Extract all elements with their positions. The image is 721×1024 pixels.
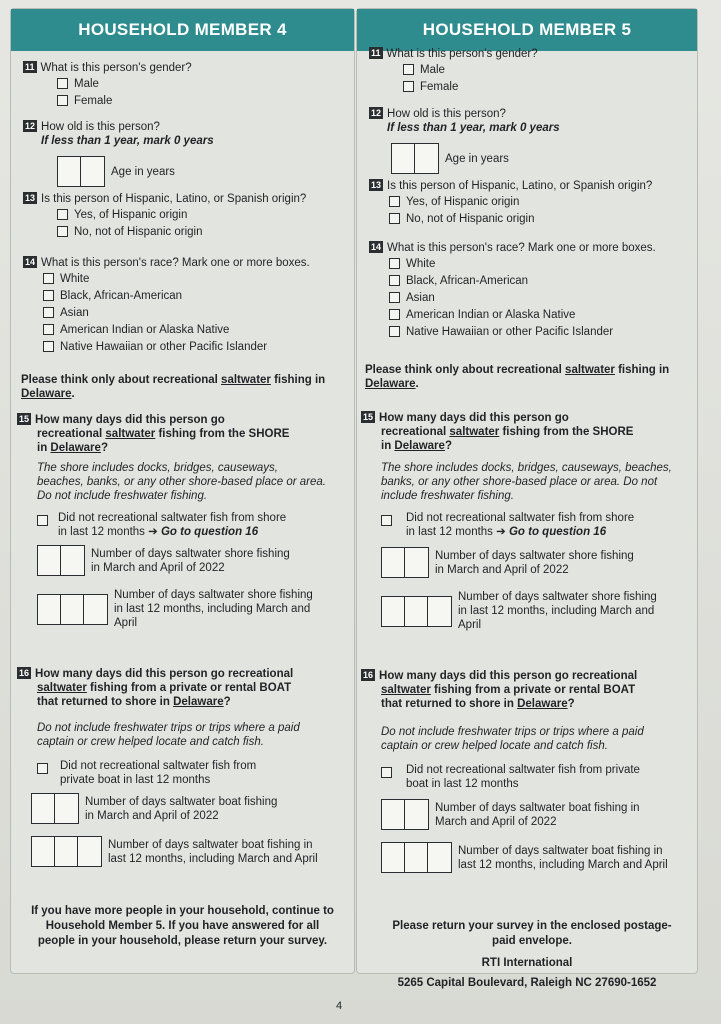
question-text: What is this person's gender? [386, 48, 538, 60]
checkbox[interactable] [57, 209, 68, 220]
option-black[interactable]: Black, African-American [389, 272, 687, 289]
continue-instruction: If you have more people in your household, continue to Household Member 5. If you have answered for all people in your household, please return your survey. [31, 905, 334, 947]
option-hispanic-no[interactable]: No, not of Hispanic origin [57, 223, 344, 240]
checkbox[interactable] [57, 226, 68, 237]
option-hispanic-yes[interactable]: Yes, of Hispanic origin [389, 193, 687, 210]
skip-instruction: Go to question 16 [160, 526, 259, 538]
question-number: 14 [25, 257, 36, 267]
option-asian[interactable]: Asian [389, 289, 687, 306]
q12-age [369, 107, 687, 174]
option-white[interactable]: White [43, 270, 344, 287]
checkbox[interactable] [37, 515, 48, 526]
option-male[interactable]: Male [57, 75, 344, 92]
option-male[interactable]: Male [403, 61, 687, 78]
question-number: 12 [371, 108, 382, 118]
boat-days-year-input[interactable] [381, 842, 452, 873]
q15-shore-fishing: 15 How many days did this person go recreational saltwater fishing from the SHORE in Delaware? The shore includes docks, bridges, causeways, beaches, banks, or any other shore-based place or area. Do not include freshwater fishing. Did not recreational saltwater fish from shore in last 12 months ➔ Go to question 16 Number of days saltwater shore fishing in March and April of 2022 Number of days saltwater shore fishing in last 12 months, including March and April [17, 413, 344, 630]
question-hint: If less than 1 year, mark 0 years [41, 135, 214, 147]
checkbox[interactable] [43, 324, 54, 335]
age-input[interactable] [57, 156, 105, 187]
question-number: 16 [19, 668, 30, 678]
option-no-shore-fishing[interactable]: Did not recreational saltwater fish from shore in last 12 months ➔ Go to question 16 [37, 511, 344, 539]
question-description: Do not include freshwater trips or trips where a paid captain or crew helped locate and catch fish. [37, 722, 300, 748]
checkbox[interactable] [403, 81, 414, 92]
option-native-hawaiian[interactable]: Native Hawaiian or other Pacific Islander [43, 338, 344, 355]
q16-boat-fishing: 16 How many days did this person go recreational saltwater fishing from a private or rental BOAT that returned to shore in Delaware? Do not include freshwater trips or trips where a paid captain or crew helped locate and catch fish. Did not recreational saltwater fish from private boat in last 12 months Number of days saltwater boat fishing in March and April of 2022 Number of days saltwater boat fishing in last 12 months, including March and April [361, 669, 687, 873]
option-female[interactable]: Female [403, 78, 687, 95]
option-native-hawaiian[interactable]: Native Hawaiian or other Pacific Islander [389, 323, 687, 340]
q13-hispanic [369, 179, 687, 227]
option-female[interactable]: Female [57, 92, 344, 109]
age-label: Age in years [445, 152, 509, 165]
option-hispanic-no[interactable]: No, not of Hispanic origin [389, 210, 687, 227]
option-american-indian[interactable]: American Indian or Alaska Native [43, 321, 344, 338]
mailing-address: 5265 Capital Boulevard, Raleigh NC 27690-1652 [397, 977, 657, 989]
question-number: 16 [363, 670, 374, 680]
question-text: Is this person of Hispanic, Latino, or Spanish origin? [387, 180, 653, 192]
q14-race [369, 241, 687, 340]
checkbox[interactable] [37, 763, 48, 774]
checkbox[interactable] [43, 341, 54, 352]
organization-name: RTI International [481, 957, 573, 969]
shore-days-spring-input[interactable] [37, 545, 85, 576]
boat-days-spring-input[interactable] [381, 799, 429, 830]
option-hispanic-yes[interactable]: Yes, of Hispanic origin [57, 206, 344, 223]
q13-hispanic [23, 192, 344, 240]
checkbox[interactable] [389, 196, 400, 207]
checkbox[interactable] [403, 64, 414, 75]
return-instruction: Please return your survey in the enclosed postage-paid envelope. [392, 920, 672, 947]
option-no-shore-fishing[interactable]: Did not recreational saltwater fish from shore in last 12 months ➔ Go to question 16 [381, 511, 687, 539]
checkbox[interactable] [43, 273, 54, 284]
question-text: How old is this person? [41, 121, 160, 133]
shore-days-spring-input[interactable] [381, 547, 429, 578]
checkbox[interactable] [57, 78, 68, 89]
question-text: What is this person's race? Mark one or more boxes. [41, 257, 310, 269]
question-text: How old is this person? [387, 108, 506, 120]
boat-days-spring-input[interactable] [31, 793, 79, 824]
page-number: 4 [336, 1000, 343, 1012]
question-number: 13 [371, 180, 382, 190]
option-no-boat-fishing[interactable]: Did not recreational saltwater fish from private boat in last 12 months [381, 763, 687, 791]
shore-days-year-input[interactable] [37, 594, 108, 625]
question-text: What is this person's race? Mark one or more boxes. [387, 242, 656, 254]
checkbox[interactable] [389, 275, 400, 286]
checkbox[interactable] [389, 292, 400, 303]
option-white[interactable]: White [389, 255, 687, 272]
shore-days-year-input[interactable] [381, 596, 452, 627]
checkbox[interactable] [389, 326, 400, 337]
checkbox[interactable] [43, 290, 54, 301]
question-number: 11 [371, 48, 381, 58]
age-input[interactable] [391, 143, 439, 174]
checkbox[interactable] [389, 213, 400, 224]
question-description: The shore includes docks, bridges, causeways, beaches, banks, or any other shore-based place or area. Do not include freshwater fishing. [381, 462, 672, 502]
option-no-boat-fishing[interactable]: Did not recreational saltwater fish from private boat in last 12 months [37, 759, 344, 787]
q12-age [23, 120, 344, 187]
checkbox[interactable] [381, 515, 392, 526]
boat-days-year-input[interactable] [31, 836, 102, 867]
q11-gender [369, 47, 687, 95]
skip-instruction: Go to question 16 [508, 526, 607, 538]
question-text: Is this person of Hispanic, Latino, or Spanish origin? [41, 193, 307, 205]
question-number: 14 [371, 242, 382, 252]
age-label: Age in years [111, 165, 175, 178]
q16-boat-fishing: 16 How many days did this person go recreational saltwater fishing from a private or rental BOAT that returned to shore in Delaware? Do not include freshwater trips or trips where a paid captain or crew helped locate and catch fish. Did not recreational saltwater fish from private boat in last 12 months Number of days saltwater boat fishing in March and April of 2022 Number of days saltwater boat fishing in last 12 months, including March and April [17, 667, 344, 867]
checkbox[interactable] [57, 95, 68, 106]
option-asian[interactable]: Asian [43, 304, 344, 321]
option-black[interactable]: Black, African-American [43, 287, 344, 304]
saltwater-note: Please think only about recreational saltwater fishing in Delaware. [365, 364, 670, 390]
question-text: What is this person's gender? [40, 62, 192, 74]
question-number: 15 [363, 412, 374, 422]
question-hint: If less than 1 year, mark 0 years [387, 122, 560, 134]
question-description: Do not include freshwater trips or trips where a paid captain or crew helped locate and catch fish. [381, 726, 644, 752]
q15-shore-fishing: 15 How many days did this person go recreational saltwater fishing from the SHORE in Delaware? The shore includes docks, bridges, causeways, beaches, banks, or any other shore-based place or area. Do not include freshwater fishing. Did not recreational saltwater fish from shore in last 12 months ➔ Go to question 16 Number of days saltwater shore fishing in March and April of 2022 Number of days saltwater shore fishing in last 12 months, including March and April [361, 411, 687, 632]
member-header: HOUSEHOLD MEMBER 5 [357, 9, 697, 51]
question-number: 12 [25, 121, 36, 131]
q14-race [23, 256, 344, 355]
q11-gender [23, 61, 344, 109]
option-american-indian[interactable]: American Indian or Alaska Native [389, 306, 687, 323]
checkbox[interactable] [43, 307, 54, 318]
question-number: 11 [25, 62, 35, 72]
checkbox[interactable] [389, 309, 400, 320]
checkbox[interactable] [389, 258, 400, 269]
member-header: HOUSEHOLD MEMBER 4 [11, 9, 354, 51]
saltwater-note: Please think only about recreational saltwater fishing in Delaware. [21, 374, 326, 400]
checkbox[interactable] [381, 767, 392, 778]
household-member-5-panel [356, 8, 698, 974]
question-description: The shore includes docks, bridges, causeways, beaches, banks, or any other shore-based place or area. Do not include freshwater fishing. [37, 462, 326, 502]
question-number: 13 [25, 193, 36, 203]
question-number: 15 [19, 414, 30, 424]
household-member-4-panel [10, 8, 355, 974]
